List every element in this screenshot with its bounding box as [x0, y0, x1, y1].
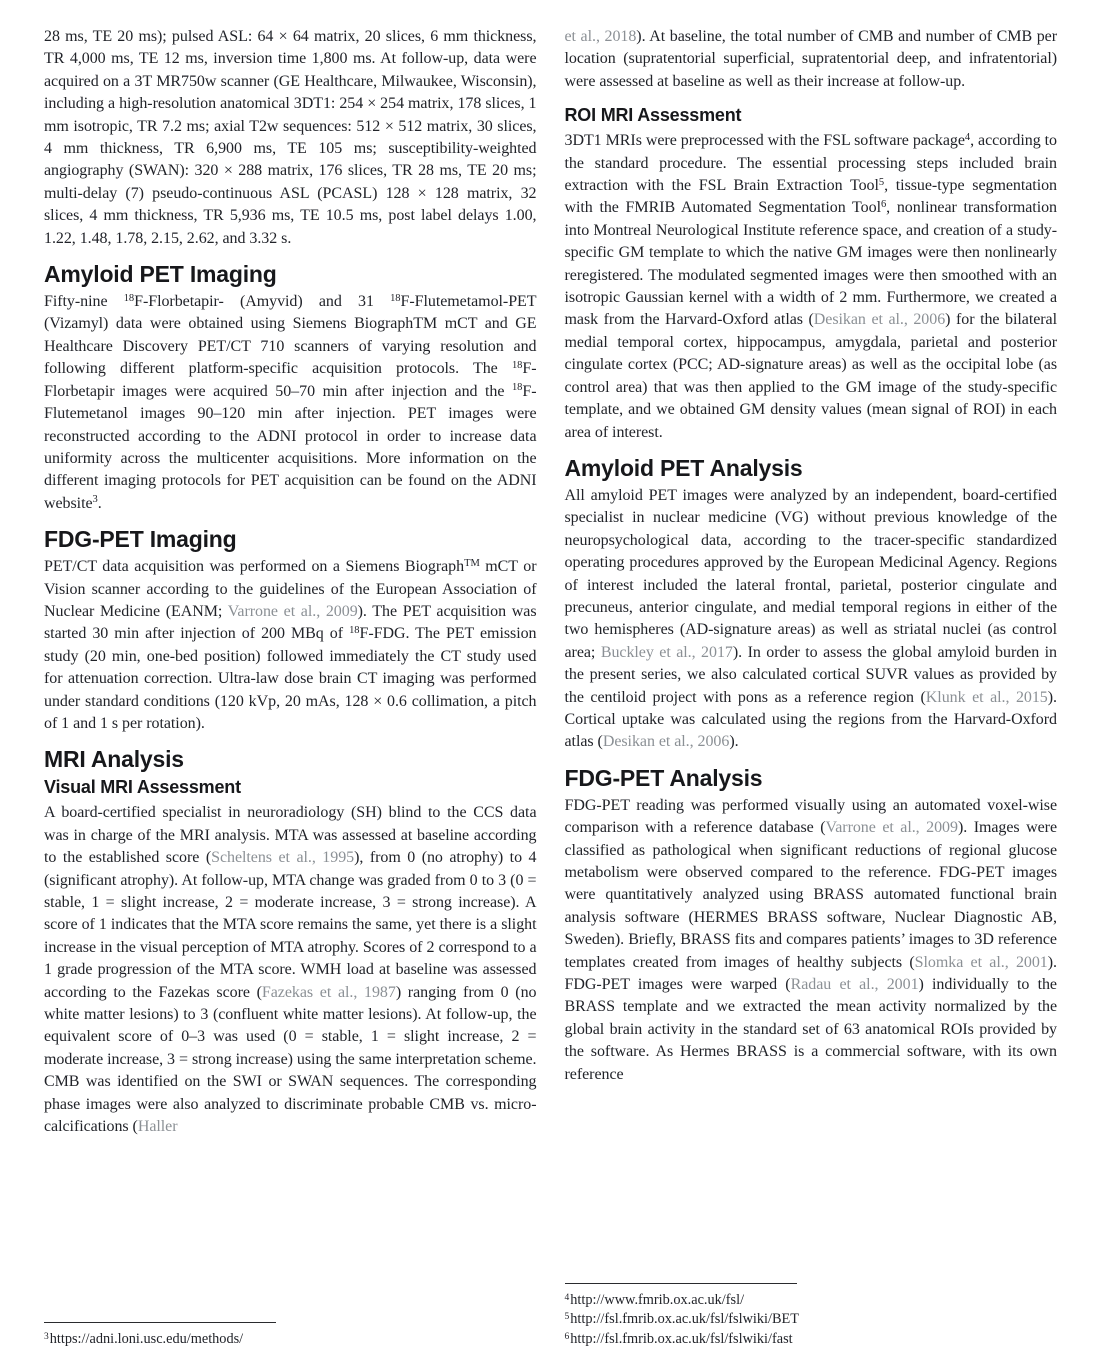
- text-run: , nonlinear transformation into Montreal Neurological Institute reference space, and creation of a study-specific GM template to which the native GM images were then nonlinearly reregistered. The modulated segmented images were then smoothed with an isotropic Gaussian kernel with a width of 2 mm. Furthermore, we created a mask from the Harvard-Oxford atlas (: [564, 199, 1057, 329]
- footnote-marker: 4: [564, 1292, 570, 1303]
- right-column: [565, 26, 1058, 1349]
- text-run: A board-certified specialist in neuroradiology (SH) blind to the CCS data was in charge of the MRI analysis. MTA was assessed at baseline according to the established score (: [44, 804, 537, 867]
- text-run: 28 ms, TE 20 ms); pulsed ASL: 64 × 64 matrix, 20 slices, 6 mm thickness, TR 4,000 ms, TE 12 ms, inversion time 1,800 ms. At follow-up, data were acquired on a 3T MR750w scanner (GE Healthcare, Milwaukee, Wisconsin), including a high-resolution anatomical 3DT1: 254 × 254 matrix, 178 slices, 1 mm isotropic, TR 7.2 ms; axial T2w sequences: 512 × 512 matrix, 30 slices, 4 mm thickness, TR 6,900 ms, TE 105 ms; susceptibility-weighted angiography (SWAN): 320 × 288 matrix, 176 slices, TR 28 ms, TE 20 ms; multi-delay (7) pseudo-continuous ASL (PCASL) 128 × 128 matrix, 32 slices, 4 mm thickness, TR 5,936 ms, TE 10.5 ms, post label delays 1.00, 1.22, 1.48, 1.78, 2.15, 2.62, and 3.32 s.: [44, 28, 537, 247]
- text-run: ). In order to assess the global amyloid burden in the present series, we also calculated cortical SUVR values as provided by the centiloid project with pons as a reference region (: [564, 643, 1058, 706]
- text-run: ) for the bilateral medial temporal cortex, hippocampus, amygdala, parietal and posterior cingulate cortex (PCC; AD-signature areas) as well as the occipital lobe (as control area) that was then applied to the GM image of the study-specific template, and we obtained GM density values (mean signal of ROI) in each area of interest.: [564, 311, 1058, 441]
- footnote-divider: [565, 1283, 797, 1284]
- footnote-url[interactable]: http://fsl.fmrib.ox.ac.uk/fsl/fslwiki/BET: [570, 1311, 799, 1327]
- text-run: F-Flutemetanol images 90–120 min after injection. PET images were reconstructed according to the ADNI protocol in order to increase data uniformity across the multicenter acquisitions. More information on the different imaging protocols for PET acquisition can be found on the ADNI website: [44, 382, 537, 512]
- text-run: ). Cortical uptake was calculated using the regions from the Harvard-Oxford atlas (: [564, 688, 1057, 751]
- citation-link[interactable]: Buckley et al., 2017: [600, 643, 733, 661]
- superscript-marker: 18: [511, 382, 523, 394]
- citation-link[interactable]: Scheltens et al., 1995: [211, 849, 355, 867]
- superscript-marker: TM: [464, 557, 480, 569]
- footnote-block: [565, 1277, 1058, 1350]
- section-heading: Amyloid PET Analysis: [564, 454, 803, 481]
- footnote: [565, 1330, 1058, 1350]
- section-heading: Amyloid PET Imaging: [44, 261, 277, 288]
- citation-link[interactable]: Desikan et al., 2006: [602, 733, 730, 751]
- citation-link[interactable]: Haller: [137, 1118, 178, 1136]
- text-run: .: [97, 494, 102, 512]
- citation-link[interactable]: Klunk et al., 2015: [925, 688, 1048, 706]
- text-run: ). The PET acquisition was started 30 min after injection of 200 MBq of: [44, 602, 537, 643]
- text-run: ). FDG-PET images were warped (: [564, 953, 1057, 994]
- text-run: ). Images were classified as pathological when significant reductions of regional glucose metabolism were observed compared to the reference. FDG-PET images were quantitatively analyzed using BRASS automated functional brain analysis software (HERMES BRASS software, Nuclear Diagnostic AB, Sweden). Briefly, BRASS fits and compares patients’ images to 3D reference templates created from images of healthy subjects (: [564, 819, 1057, 971]
- text-run: , according to the standard procedure. The essential processing steps included brain extraction with the FSL Brain Extraction Tool: [564, 132, 1057, 195]
- body-paragraph: [44, 26, 537, 250]
- footnote: [565, 1310, 1058, 1330]
- superscript-marker: 3: [92, 494, 98, 506]
- citation-link[interactable]: Varrone et al., 2009: [825, 819, 958, 837]
- text-run: ). At baseline, the total number of CMB and number of CMB per location (supratentorial superficial, supratentorial deep, and infratentorial) were assessed at baseline as well as their increase at follow-up.: [564, 28, 1057, 90]
- superscript-marker: 18: [390, 292, 401, 304]
- body-paragraph: [565, 485, 1058, 754]
- text-run: , tissue-type segmentation with the FMRIB Automated Segmentation Tool: [564, 177, 1057, 217]
- text-run: 3DT1 MRIs were preprocessed with the FSL software package: [564, 132, 965, 150]
- text-run: PET/CT data acquisition was performed on a Siemens Biograph: [44, 558, 465, 576]
- body-paragraph: [565, 795, 1058, 1086]
- footnote-url[interactable]: https://adni.loni.usc.edu/methods/: [49, 1330, 244, 1347]
- body-paragraph: [565, 26, 1058, 93]
- subsection-heading: ROI MRI Assessment: [564, 105, 742, 126]
- text-run: F-Florbetapir images were acquired 50–70 min after injection and the: [44, 360, 537, 400]
- subsection-heading: Visual MRI Assessment: [44, 777, 241, 798]
- text-run: ) ranging from 0 (no white matter lesions) to 3 (confluent white matter lesions). At follow-up, the equivalent score of 0–3 was used (0 = stable, 1 = slight increase, 2 = moderate increase, 3 = strong increase) using the same interpretation scheme. CMB was identified on the SWI or SWAN sequences. The corresponding phase images were also analyzed to discriminate probable CMB vs. micro-calcifications (: [44, 983, 537, 1136]
- text-run: FDG-PET reading was performed visually using an automated voxel-wise comparison with a reference database (: [564, 796, 1057, 837]
- footnote-divider: [44, 1322, 276, 1323]
- section-heading: FDG-PET Imaging: [44, 526, 237, 553]
- footnote-url[interactable]: http://fsl.fmrib.ox.ac.uk/fsl/fslwiki/fast: [570, 1330, 793, 1347]
- footnote-marker: 5: [564, 1312, 570, 1322]
- footnote-block: [44, 1316, 537, 1350]
- footnote-marker: 6: [564, 1331, 570, 1342]
- text-run: mCT or Vision scanner according to the guidelines of the European Association of Nuclear Medicine (EANM;: [44, 558, 537, 620]
- text-run: Fifty-nine: [44, 293, 124, 311]
- text-run: ), from 0 (no atrophy) to 4 (significant atrophy). At follow-up, MTA change was graded from 0 to 3 (0 = stable, 1 = slight increase, 2 = moderate increase, 3 = strong increase). A score of 1 indicates that the MTA score remains the same, yet there is a slight increase in the visual perception of MTA atrophy. Scores of 2 correspond to a 1 grade progression of the MTA score. WMH load at baseline was assessed according to the Fazekas score (: [44, 849, 537, 1001]
- body-paragraph: [44, 802, 537, 1138]
- body-paragraph: [565, 130, 1058, 444]
- text-run: All amyloid PET images were analyzed by an independent, board-certified specialist in nuclear medicine (VG) without previous knowledge of the neuropsychological data, according to the tracer-specific standardized operating procedures approved by the European Medicinal Agency. Regions of interest included the lateral frontal, parietal, posterior cingulate and precuneus, anterior cingulate, and medial temporal regions in either of the two hemispheres (AD-signature areas) as well as striatal nuclei (as control area;: [564, 486, 1057, 661]
- footnote-marker: 3: [44, 1331, 49, 1342]
- text-run: ) individually to the BRASS template and we extracted the mean activity normalized by the global brain activity in the standard set of 63 anatomical ROIs provided by the software. As Hermes BRASS is a commercial software, with its own reference: [564, 976, 1057, 1083]
- superscript-marker: 5: [878, 176, 885, 188]
- citation-link[interactable]: Varrone et al., 2009: [227, 602, 358, 620]
- footnote: [565, 1291, 1058, 1311]
- footnote: [44, 1330, 537, 1350]
- text-run: F-Florbetapir- (Amyvid) and 31: [134, 293, 391, 311]
- superscript-marker: 18: [511, 359, 523, 371]
- citation-link[interactable]: et al., 2018: [564, 28, 637, 45]
- superscript-marker: 18: [349, 624, 360, 636]
- text-run: ).: [729, 733, 739, 751]
- citation-link[interactable]: Slomka et al., 2001: [914, 953, 1048, 971]
- superscript-marker: 4: [964, 131, 971, 143]
- text-run: F-Flutemetamol-PET (Vizamyl) data were obtained using Siemens BiographTM mCT and GE Healthcare Discovery PET/CT 710 scanners of varying resolution and following different platform-specific acquisition protocols. The: [44, 293, 537, 378]
- body-paragraph: [44, 291, 537, 515]
- body-paragraph: [44, 556, 537, 735]
- citation-link[interactable]: Desikan et al., 2006: [813, 311, 946, 329]
- superscript-marker: 18: [123, 292, 135, 304]
- citation-link[interactable]: Fazekas et al., 1987: [261, 983, 396, 1001]
- citation-link[interactable]: Radau et al., 2001: [790, 976, 919, 994]
- superscript-marker: 6: [880, 198, 887, 210]
- footnote-url[interactable]: http://www.fmrib.ox.ac.uk/fsl/: [570, 1291, 745, 1308]
- section-heading: FDG-PET Analysis: [564, 764, 763, 791]
- left-column: [44, 26, 537, 1349]
- section-heading: MRI Analysis: [44, 746, 184, 773]
- text-run: F-FDG. The PET emission study (20 min, one-bed position) followed immediately the CT study used for attenuation correction. Ultra-law dose brain CT imaging was performed under standard conditions (120 kVp, 20 mAs, 128 × 0.6 collimation, a pitch of 1 and 1 s per rotation).: [44, 625, 537, 732]
